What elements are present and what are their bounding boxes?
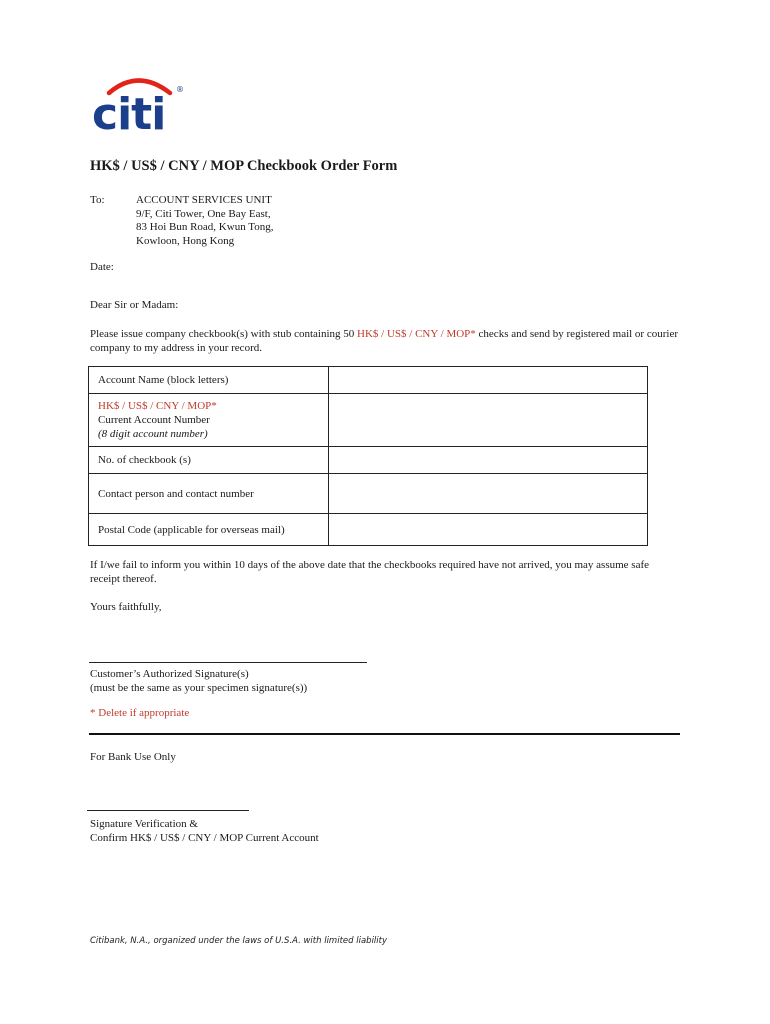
citi-logo-graphic: [90, 74, 190, 134]
form-title: HK$ / US$ / CNY / MOP Checkbook Order Form: [90, 158, 398, 174]
checkbook-count-label: No. of checkbook (s): [89, 447, 329, 474]
table-row: [89, 447, 648, 474]
verification-line: Confirm HK$ / US$ / CNY / MOP Current Account: [90, 832, 319, 844]
to-label: To:: [90, 194, 105, 206]
order-details-table: [88, 366, 648, 546]
signature-note: (must be the same as your specimen signature(s)): [90, 682, 308, 694]
request-paragraph: [90, 327, 680, 355]
account-number-field[interactable]: [329, 394, 648, 447]
currency-options: HK$ / US$ / CNY / MOP*: [357, 328, 476, 340]
delivery-notice: If I/we fail to inform you within 10 days of the above date that the checkbooks required have not arrived, you may assume safe receipt thereof.: [90, 559, 649, 585]
table-row: [89, 474, 648, 514]
request-text-end: checks and send by registered mail or courier company to my address in your record.: [90, 328, 678, 354]
contact-person-label: Contact person and contact number: [89, 474, 329, 514]
bank-use-heading: For Bank Use Only: [90, 751, 176, 763]
contact-person-field[interactable]: [329, 474, 648, 514]
citi-wordmark: citi: [92, 89, 166, 134]
postal-code-field[interactable]: [329, 514, 648, 546]
account-number-label-cell: [89, 394, 329, 447]
table-row: [89, 367, 648, 394]
date-label: Date:: [90, 261, 114, 273]
verification-signature-line[interactable]: [87, 810, 249, 811]
account-name-field[interactable]: [329, 367, 648, 394]
recipient-address: [136, 193, 273, 247]
checkbook-count-field[interactable]: [329, 447, 648, 474]
address-line: 9/F, Citi Tower, One Bay East,: [136, 207, 271, 220]
registered-mark: ®: [176, 85, 184, 94]
verification-line: Signature Verification &: [90, 818, 198, 830]
table-row: [89, 394, 648, 447]
postal-code-label: Postal Code (applicable for overseas mail): [89, 514, 329, 546]
signature-line[interactable]: [89, 662, 367, 663]
table-row: [89, 514, 648, 546]
verification-label: [90, 817, 319, 845]
account-name-label: Account Name (block letters): [89, 367, 329, 394]
salutation: Dear Sir or Madam:: [90, 299, 179, 311]
signature-label-line: Customer’s Authorized Signature(s): [90, 668, 249, 680]
signature-label: [90, 667, 307, 695]
closing: Yours faithfully,: [90, 601, 162, 613]
address-line: Kowloon, Hong Kong: [136, 234, 235, 247]
citi-logo: [90, 74, 190, 134]
account-number-label: Current Account Number: [98, 414, 210, 426]
account-number-hint: (8 digit account number): [98, 428, 208, 440]
legal-footer: Citibank, N.A., organized under the laws of U.S.A. with limited liability: [90, 936, 388, 946]
section-divider: [89, 733, 680, 735]
delete-note: * Delete if appropriate: [90, 707, 190, 719]
account-currency-label: HK$ / US$ / CNY / MOP*: [98, 400, 217, 412]
address-line: 83 Hoi Bun Road, Kwun Tong,: [136, 221, 274, 233]
address-line: ACCOUNT SERVICES UNIT: [136, 194, 272, 206]
request-text-start: Please issue company checkbook(s) with stub containing 50: [90, 328, 358, 340]
